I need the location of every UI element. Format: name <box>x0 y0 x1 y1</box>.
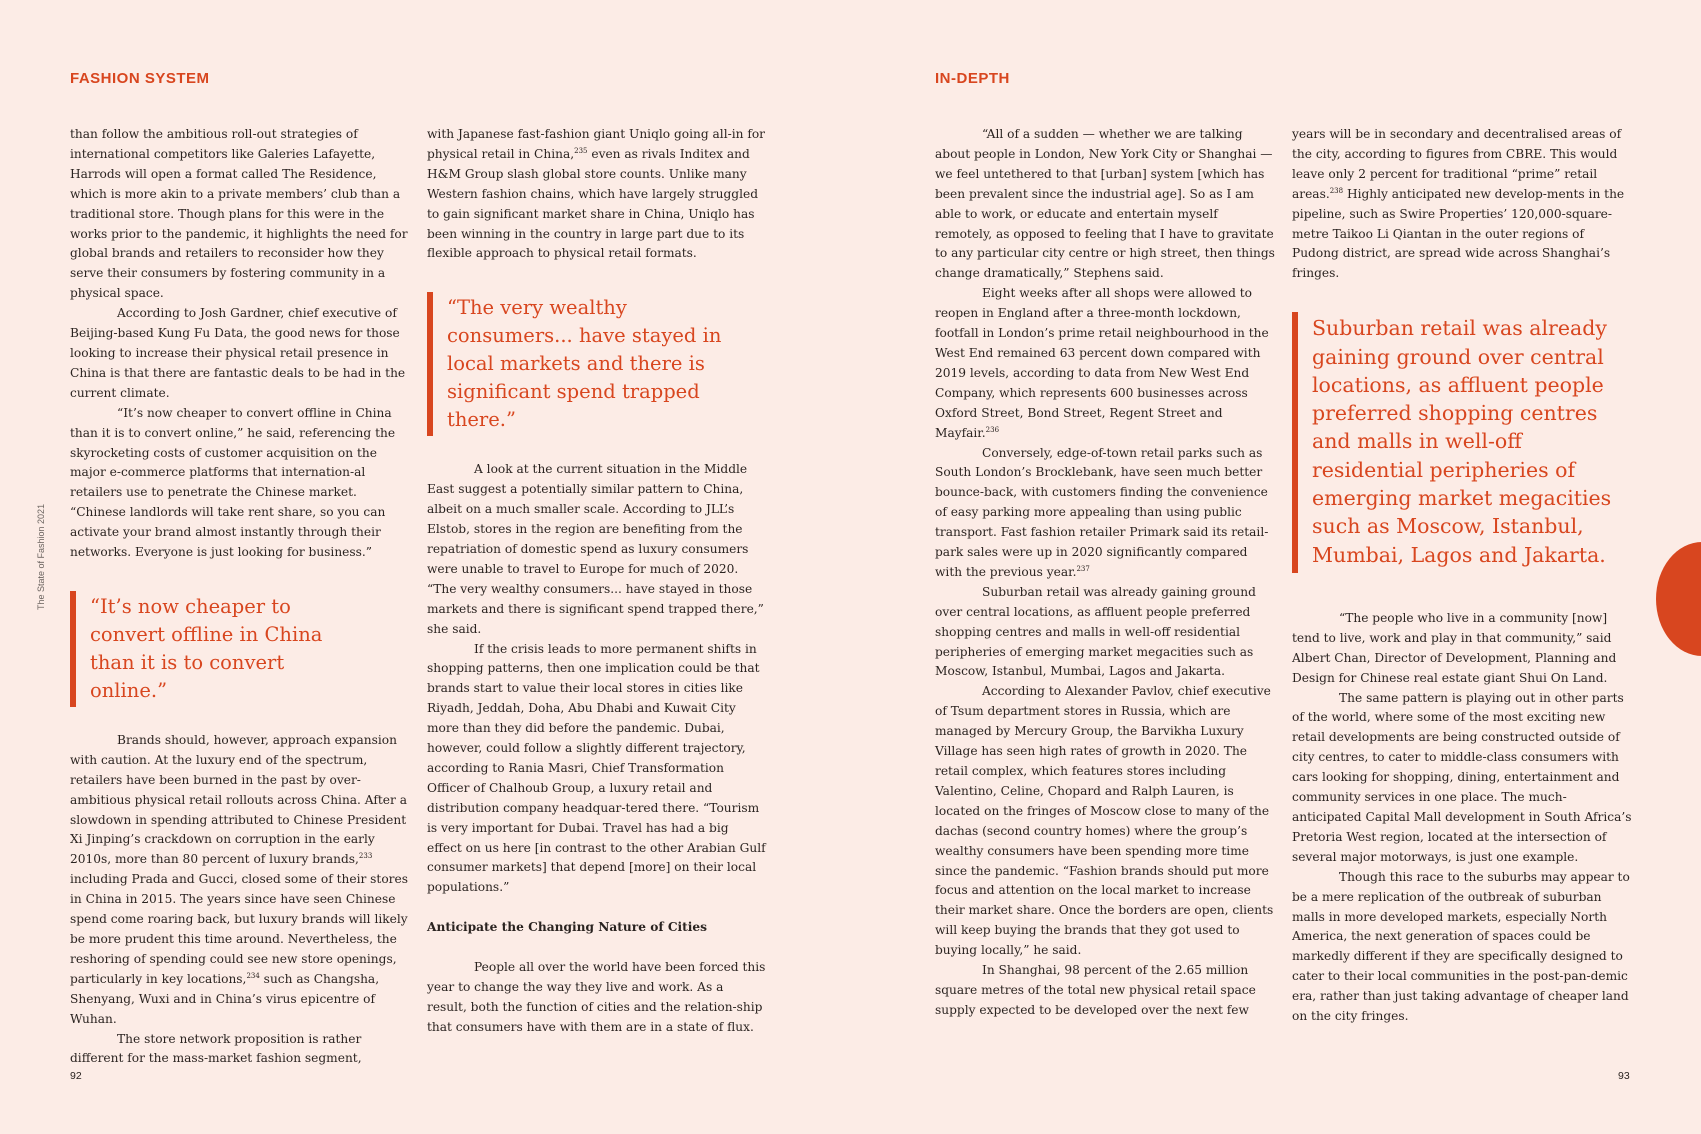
footnote-ref: 235 <box>574 146 588 155</box>
left-page-column-1 <box>70 125 410 1069</box>
paragraph: According to Alexander Pavlov, chief executive of Tsum department stores in Russia, which are managed by Mercury Group, the Barvikha Luxury Village has seen high rates of growth in 2020. The retail complex, which features stores including Valentino, Celine, Chopard and Ralph Lauren, is located on the fringes of Moscow close to many of the dachas (second country homes) where the group’s wealthy consumers have been spending more time since the pandemic. “Fashion brands should put more focus and attention on the local market to increase their market share. Once the borders are open, clients will keep buying the brands that they got used to buying locally,” he said. <box>935 684 1274 958</box>
right-page-column-2 <box>1292 125 1632 1027</box>
paragraph-text: Brands should, however, approach expansion with caution. At the luxury end of the spectrum, retailers have been burned in the past by over-ambitious physical retail rollouts across China. After a slowdown in spending attributed to Chinese President Xi Jinping’s crackdown on corruption in the early 2010s, more than 80 percent of luxury brands, <box>70 732 407 867</box>
paragraph: “It’s now cheaper to convert offline in China than it is to convert online,” he said, referencing the skyrocketing costs of customer acquisition on the major e-commerce platforms that internation-al retailers use to penetrate the Chinese market. “Chinese landlords will take rent share, so you can activate your brand almost instantly through their networks. Everyone is just looking for business.” <box>70 405 396 560</box>
footnote-ref: 233 <box>358 852 373 861</box>
paragraph-text: years will be in secondary and decentralised areas of the city, according to figures from CBRE. This would leave only 2 percent for traditional “prime” retail areas. <box>1292 127 1622 201</box>
paragraph: People all over the world have been forced this year to change the way they live and work. As a result, both the function of cities and the relation-ship that consumers have with them are in a state of flux. <box>427 960 766 1034</box>
paragraph: “All of a sudden — whether we are talking about people in London, New York City or Shanghai — we feel untethered to that [urban] system [which has been prevalent since the industrial age]. So as I am able to work, or educate and entertain myself remotely, as opposed to feeling that I have to gravitate to any particular city centre or high street, then things change dramatically,” Stephens said. <box>935 127 1275 281</box>
section-label-in-depth: IN-DEPTH <box>935 70 1010 87</box>
paragraph: Though this race to the suburbs may appear to be a mere replication of the outbreak of suburban malls in more developed markets, especially North America, the next generation of spaces could be markedly different if they are specifically designed to cater to their local communities in the post-pan-demic era, rather than just taking advantage of cheaper land on the city fringes. <box>1292 869 1630 1024</box>
paragraph: Suburban retail was already gaining ground over central locations, as affluent people preferred shopping centres and malls in well-off residential peripheries of emerging market megacities such as Moscow, Istanbul, Mumbai, Lagos and Jakarta. <box>935 584 1256 679</box>
publication-sidebar-label: The State of Fashion 2021 <box>36 503 46 610</box>
paragraph: The same pattern is playing out in other parts of the world, where some of the most exciting new retail developments are being constructed outside of city centres, to cater to middle-class consumers with cars looking for shopping, dining, entertainment and community services in one place. The much-anticipated Capital Mall development in South Africa’s Pretoria West region, located at the intersection of several major motorways, is just one example. <box>1292 690 1632 864</box>
paragraph-text: Highly anticipated new develop-ments in the pipeline, such as Swire Properties’ 120,000-square-metre Taikoo Li Qiantan in the outer regions of Pudong district, are spread wide across Shanghai’s fringes. <box>1292 186 1625 281</box>
left-page-column-2 <box>427 125 767 1038</box>
paragraph <box>935 444 1275 583</box>
footnote-ref: 237 <box>1076 564 1090 573</box>
paragraph <box>1292 125 1632 284</box>
paragraph: In Shanghai, 98 percent of the 2.65 million square metres of the total new physical retail space supply expected to be developed over the next few <box>935 963 1256 1017</box>
paragraph: According to Josh Gardner, chief executive of Beijing-based Kung Fu Data, the good news for those looking to increase their physical retail presence in China is that there are fantastic deals to be had in the current climate. <box>70 306 406 400</box>
page-number: 93 <box>1618 1070 1630 1082</box>
paragraph: than follow the ambitious roll-out strategies of international competitors like Galeries Lafayette, Harrods will open a format called The Residence, which is more akin to a private members’ club than a traditional store. Though plans for this were in the works prior to the pandemic, it highlights the need for global brands and retailers to reconsider how they serve their consumers by fostering community in a physical space. <box>70 127 408 301</box>
paragraph <box>70 731 410 1030</box>
paragraph: A look at the current situation in the Middle East suggest a potentially similar pattern to China, albeit on a much smaller scale. According to JLL’s Elstob, stores in the region are benefiting from the repatriation of domestic spend as luxury consumers were unable to travel to Europe for much of 2020. “The very wealthy consumers... have stayed in those markets and there is significant spend trapped there,” she said. <box>427 462 764 636</box>
section-label-fashion-system: FASHION SYSTEM <box>70 70 210 87</box>
paragraph: “The people who live in a community [now] tend to live, work and play in that community,” said Albert Chan, Director of Development, Planning and Design for Chinese real estate giant Shui On Land. <box>1292 610 1617 685</box>
paragraph: If the crisis leads to more permanent shifts in shopping patterns, then one implication could be that brands start to value their local stores in cities like Riyadh, Jeddah, Doha, Abu Dhabi and Kuwait City more than they did before the pandemic. Dubai, however, could follow a slightly different trajectory, according to Rania Masri, Chief Transformation Officer of Chalhoub Group, a luxury retail and distribution company headquar-tered there. “Tourism is very important for Dubai. Travel has had a big effect on us here [in contrast to the other Arabian Gulf consumer markets] that depend [more] on their local populations.” <box>427 641 766 895</box>
footnote-ref: 234 <box>246 971 260 980</box>
paragraph-text: such as Changsha, Shenyang, Wuxi and in China’s virus epicentre of Wuhan. <box>70 971 380 1026</box>
paragraph-text: even as rivals Inditex and H&M Group slash global store counts. Unlike many Western fashion chains, which have largely struggled to gain significant market share in China, Uniqlo has been winning in the country in large part due to its flexible approach to physical retail formats. <box>427 146 759 261</box>
paragraph-text: with Japanese fast-fashion giant Uniqlo going all-in for physical retail in China, <box>427 127 766 161</box>
footnote-ref: 236 <box>985 425 1000 434</box>
paragraph-text: including Prada and Gucci, closed some of their stores in China in 2015. The years since have seen Chinese spend come roaring back, but luxury brands will likely be more prudent this time around. Nevertheless, the reshoring of spending could see new store openings, particularly in key locations, <box>70 872 408 986</box>
paragraph <box>427 125 767 264</box>
paragraph-text: Conversely, edge-of-town retail parks such as South London’s Brocklebank, have seen much better bounce-back, with customers finding the convenience of easy parking more appealing than using public transport. Fast fashion retailer Primark said its retail-park sales were up in 2020 significantly compared with the previous year. <box>935 445 1269 579</box>
paragraph: The store network proposition is rather different for the mass-market fashion segment, <box>70 1031 362 1066</box>
pull-quote: “The very wealthy consumers... have stayed in local markets and there is significant spend trapped there.” <box>427 292 737 436</box>
subheading: Anticipate the Changing Nature of Cities <box>427 920 708 935</box>
pull-quote: Suburban retail was already gaining ground over central locations, as affluent people preferred shopping centres and malls in well-off residential peripheries of emerging market megacities such as Moscow, Istanbul, Mumbai, Lagos and Jakarta. <box>1292 312 1612 573</box>
footnote-ref: 238 <box>1329 186 1344 195</box>
chapter-tab-marker <box>1656 542 1701 656</box>
pull-quote: “It’s now cheaper to convert offline in China than it is to convert online.” <box>70 591 352 707</box>
page-number: 92 <box>70 1070 82 1082</box>
paragraph-text: Eight weeks after all shops were allowed to reopen in England after a three-month lockdown, footfall in London’s prime retail neighbourhood in the West End remained 63 percent down compared with 2019 levels, according to data from New West End Company, which represents 600 businesses across Oxford Street, Bond Street, Regent Street and Mayfair. <box>935 286 1269 440</box>
right-page-column-1 <box>935 125 1275 1021</box>
paragraph <box>935 284 1275 443</box>
